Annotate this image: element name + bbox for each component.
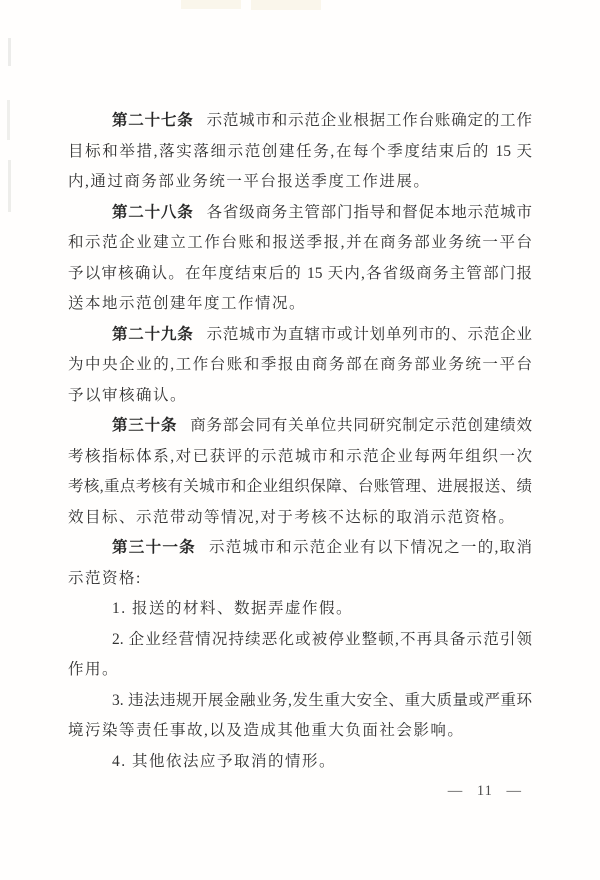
article-27-text: 示范城市和示范企业根据工作台账确定的工作 [206,112,532,129]
article-30-line-4: 效目标、示范带动等情况,对于考核不达标的取消示范资格。 [68,508,516,526]
article-28-line-1 [68,198,532,229]
article-27-line-3: 内,通过商务部业务统一平台报送季度工作进展。 [68,173,431,190]
article-28-line-3: 予以审核确认。在年度结束后的 15 天内,各省级商务主管部门报 [68,264,532,282]
list-item-3-line-1: 3. 违法违规开展金融业务,发生重大安全、重大质量或严重环 [112,691,532,709]
article-27-line-1 [68,106,532,137]
article-30-line-2: 考核指标体系,对已获评的示范城市和示范企业每两年组织一次 [68,447,532,465]
scan-artifact [181,0,241,9]
article-29-line-2: 为中央企业的,工作台账和季报由商务部在商务部业务统一平台 [68,356,532,373]
article-30-text: 商务部会同有关单位共同研究制定示范创建绩效 [190,417,532,434]
article-29-number: 第二十九条 [112,325,194,343]
scan-artifact [7,100,10,140]
page-number: — 11 — [447,783,522,799]
article-28-number: 第二十八条 [112,203,194,221]
article-31-number: 第三十一条 [112,539,196,556]
article-30-line-1 [68,411,532,442]
article-31-line-1 [68,533,532,564]
article-28-line-2: 和示范企业建立工作台账和报送季报,并在商务部业务统一平台 [68,234,532,251]
article-30-line-3: 考核,重点考核有关城市和企业组织保障、台账管理、进展报送、绩 [68,478,532,495]
article-28-text: 各省级商务主管部门指导和督促本地示范城市 [206,203,532,221]
scan-artifact [8,160,11,212]
article-27-line-2: 目标和举措,落实落细示范创建任务,在每个季度结束后的 15 天 [68,142,532,160]
article-31-line-2: 示范资格: [68,569,142,587]
list-item-4-line-1: 4. 其他依法应予取消的情形。 [112,752,337,770]
list-item-2-line-2: 作用。 [68,661,120,678]
list-item-3-line-2: 境污染等责任事故,以及造成其他重大负面社会影响。 [68,722,465,739]
article-27-number: 第二十七条 [112,112,194,129]
list-item-2-line-1: 2. 企业经营情况持续恶化或被停业整顿,不再具备示范引领 [112,630,532,648]
scan-artifact [8,38,11,66]
article-30-number: 第三十条 [112,417,178,434]
article-29-line-3: 予以审核确认。 [68,386,188,404]
article-29-line-1 [68,320,532,351]
article-31-text: 示范城市和示范企业有以下情况之一的,取消 [208,539,532,556]
scan-artifact [251,0,321,10]
list-item-1-line-1: 1. 报送的材料、数据弄虚作假。 [112,600,354,617]
article-28-line-4: 送本地示范创建年度工作情况。 [68,295,307,312]
document-body [68,106,532,777]
article-29-text: 示范城市为直辖市或计划单列市的、示范企业 [206,325,532,343]
